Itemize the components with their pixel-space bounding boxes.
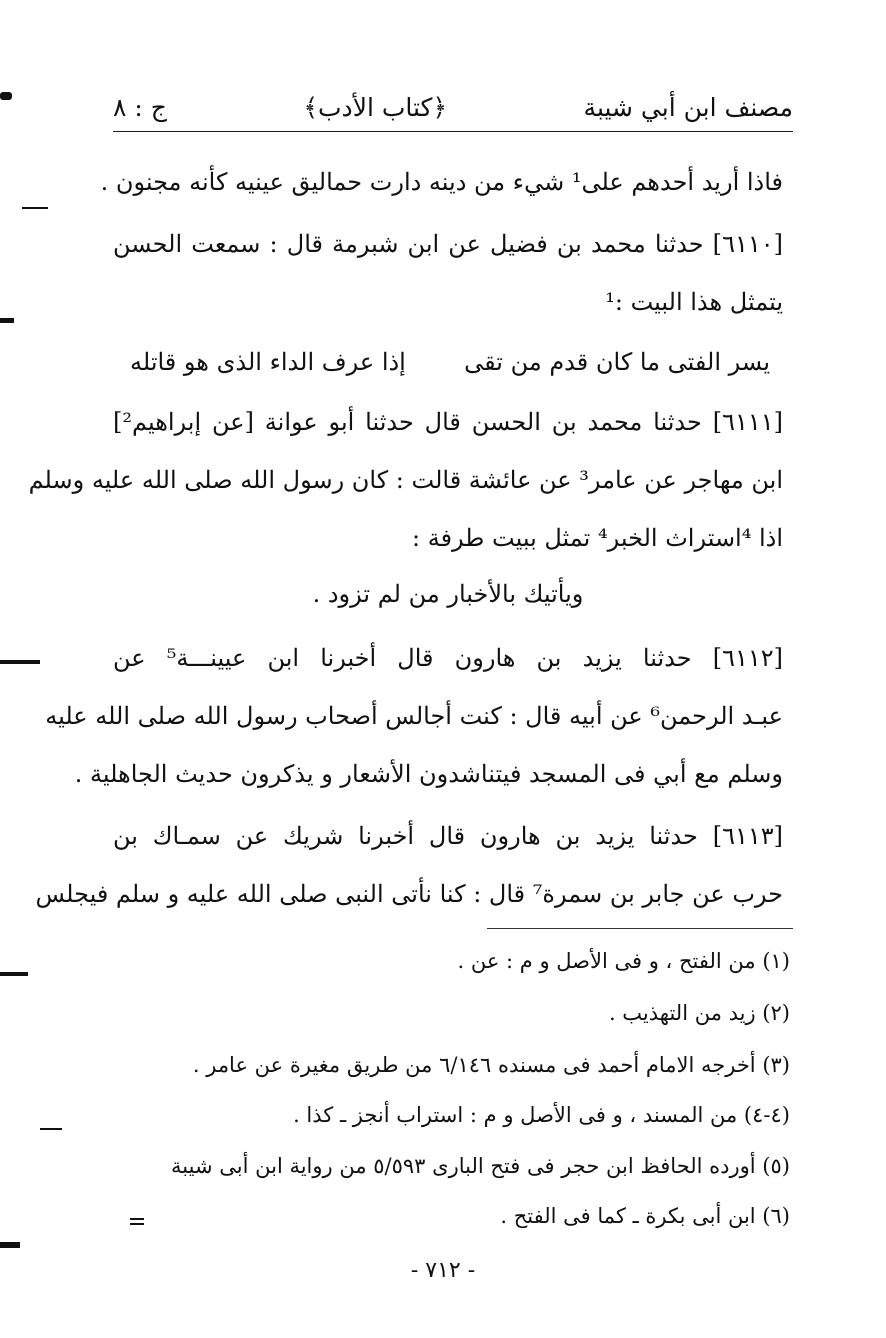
text-line: حرب عن جابر بن سمرة⁷ قال : كنا نأتى النبى صلى الله عليه و سلم فيجلس (35, 880, 783, 908)
page-header (113, 85, 793, 129)
footnote-1: (١) من الفتح ، و فى الأصل و م : عن . (457, 949, 790, 973)
verse-first-hemistich: يسر الفتى ما كان قدم من تقى (464, 348, 770, 376)
hadith-6113: [٦١١٣] حدثنا يزيد بن هارون قال أخبرنا شريك عن سمـاك بن (113, 822, 783, 850)
text-line: اذا ⁴استراث الخبر⁴ تمثل ببيت طرفة : (411, 524, 783, 552)
scan-mark (0, 660, 40, 664)
volume-number: ج : ٨ (113, 92, 167, 122)
poetry-verse (130, 344, 770, 380)
page-number: - ٧١٢ - (410, 1258, 476, 1283)
hadith-6110: [٦١١٠] حدثنا محمد بن فضيل عن ابن شبرمة قال : سمعت الحسن (113, 230, 783, 258)
scan-mark (130, 1218, 144, 1220)
scan-mark (0, 318, 14, 323)
footnote-6: (٦) ابن أبى بكرة ـ كما فى الفتح . (500, 1204, 790, 1228)
hadith-6112: [٦١١٢] حدثنا يزيد بن هارون قال أخبرنا ابن عيينـــة⁵ عن (113, 644, 784, 672)
scan-mark (22, 207, 48, 209)
footnote-4: (٤-٤) من المسند ، و فى الأصل و م : استراب أنجز ـ كذا . (293, 1103, 790, 1127)
verse-second-hemistich: إذا عرف الداء الذى هو قاتله (130, 348, 406, 376)
footnote-5: (٥) أورده الحافظ ابن حجر فى فتح البارى ٥/٥٩٣ من رواية ابن أبى شيبة (171, 1154, 790, 1178)
footnote-3: (٣) أخرجه الامام أحمد فى مسنده ٦/١٤٦ من طريق مغيرة عن عامر . (192, 1053, 790, 1077)
chapter-title: ﴿كتاب الأدب﴾ (303, 92, 448, 122)
text-line: يتمثل هذا البيت :¹ (605, 288, 783, 316)
book-title: مصنف ابن أبي شيبة (583, 92, 793, 122)
scan-mark (0, 92, 12, 100)
scan-mark (0, 972, 28, 976)
text-line: فاذا أريد أحدهم على¹ شيء من دينه دارت حماليق عينيه كأنه مجنون . (100, 168, 783, 196)
verse-quote: ويأتيك بالأخبار من لم تزود . (312, 580, 584, 608)
text-line: وسلم مع أبي فى المسجد فيتناشدون الأشعار و يذكرون حديث الجاهلية . (74, 760, 783, 788)
scan-mark (0, 1242, 20, 1248)
text-line: عبـد الرحمن⁶ عن أبيه قال : كنت أجالس أصحاب رسول الله صلى الله عليه (45, 702, 783, 730)
scan-mark (130, 1223, 144, 1225)
footnote-rule (487, 928, 793, 929)
header-rule (113, 131, 793, 132)
hadith-6111: [٦١١١] حدثنا محمد بن الحسن قال حدثنا أبو عوانة [عن إبراهيم²] (113, 408, 783, 436)
text-line: ابن مهاجر عن عامر³ عن عائشة قالت : كان رسول الله صلى الله عليه وسلم (28, 466, 783, 494)
footnote-2: (٢) زيد من التهذيب . (608, 1001, 790, 1025)
scan-mark (40, 1128, 62, 1130)
